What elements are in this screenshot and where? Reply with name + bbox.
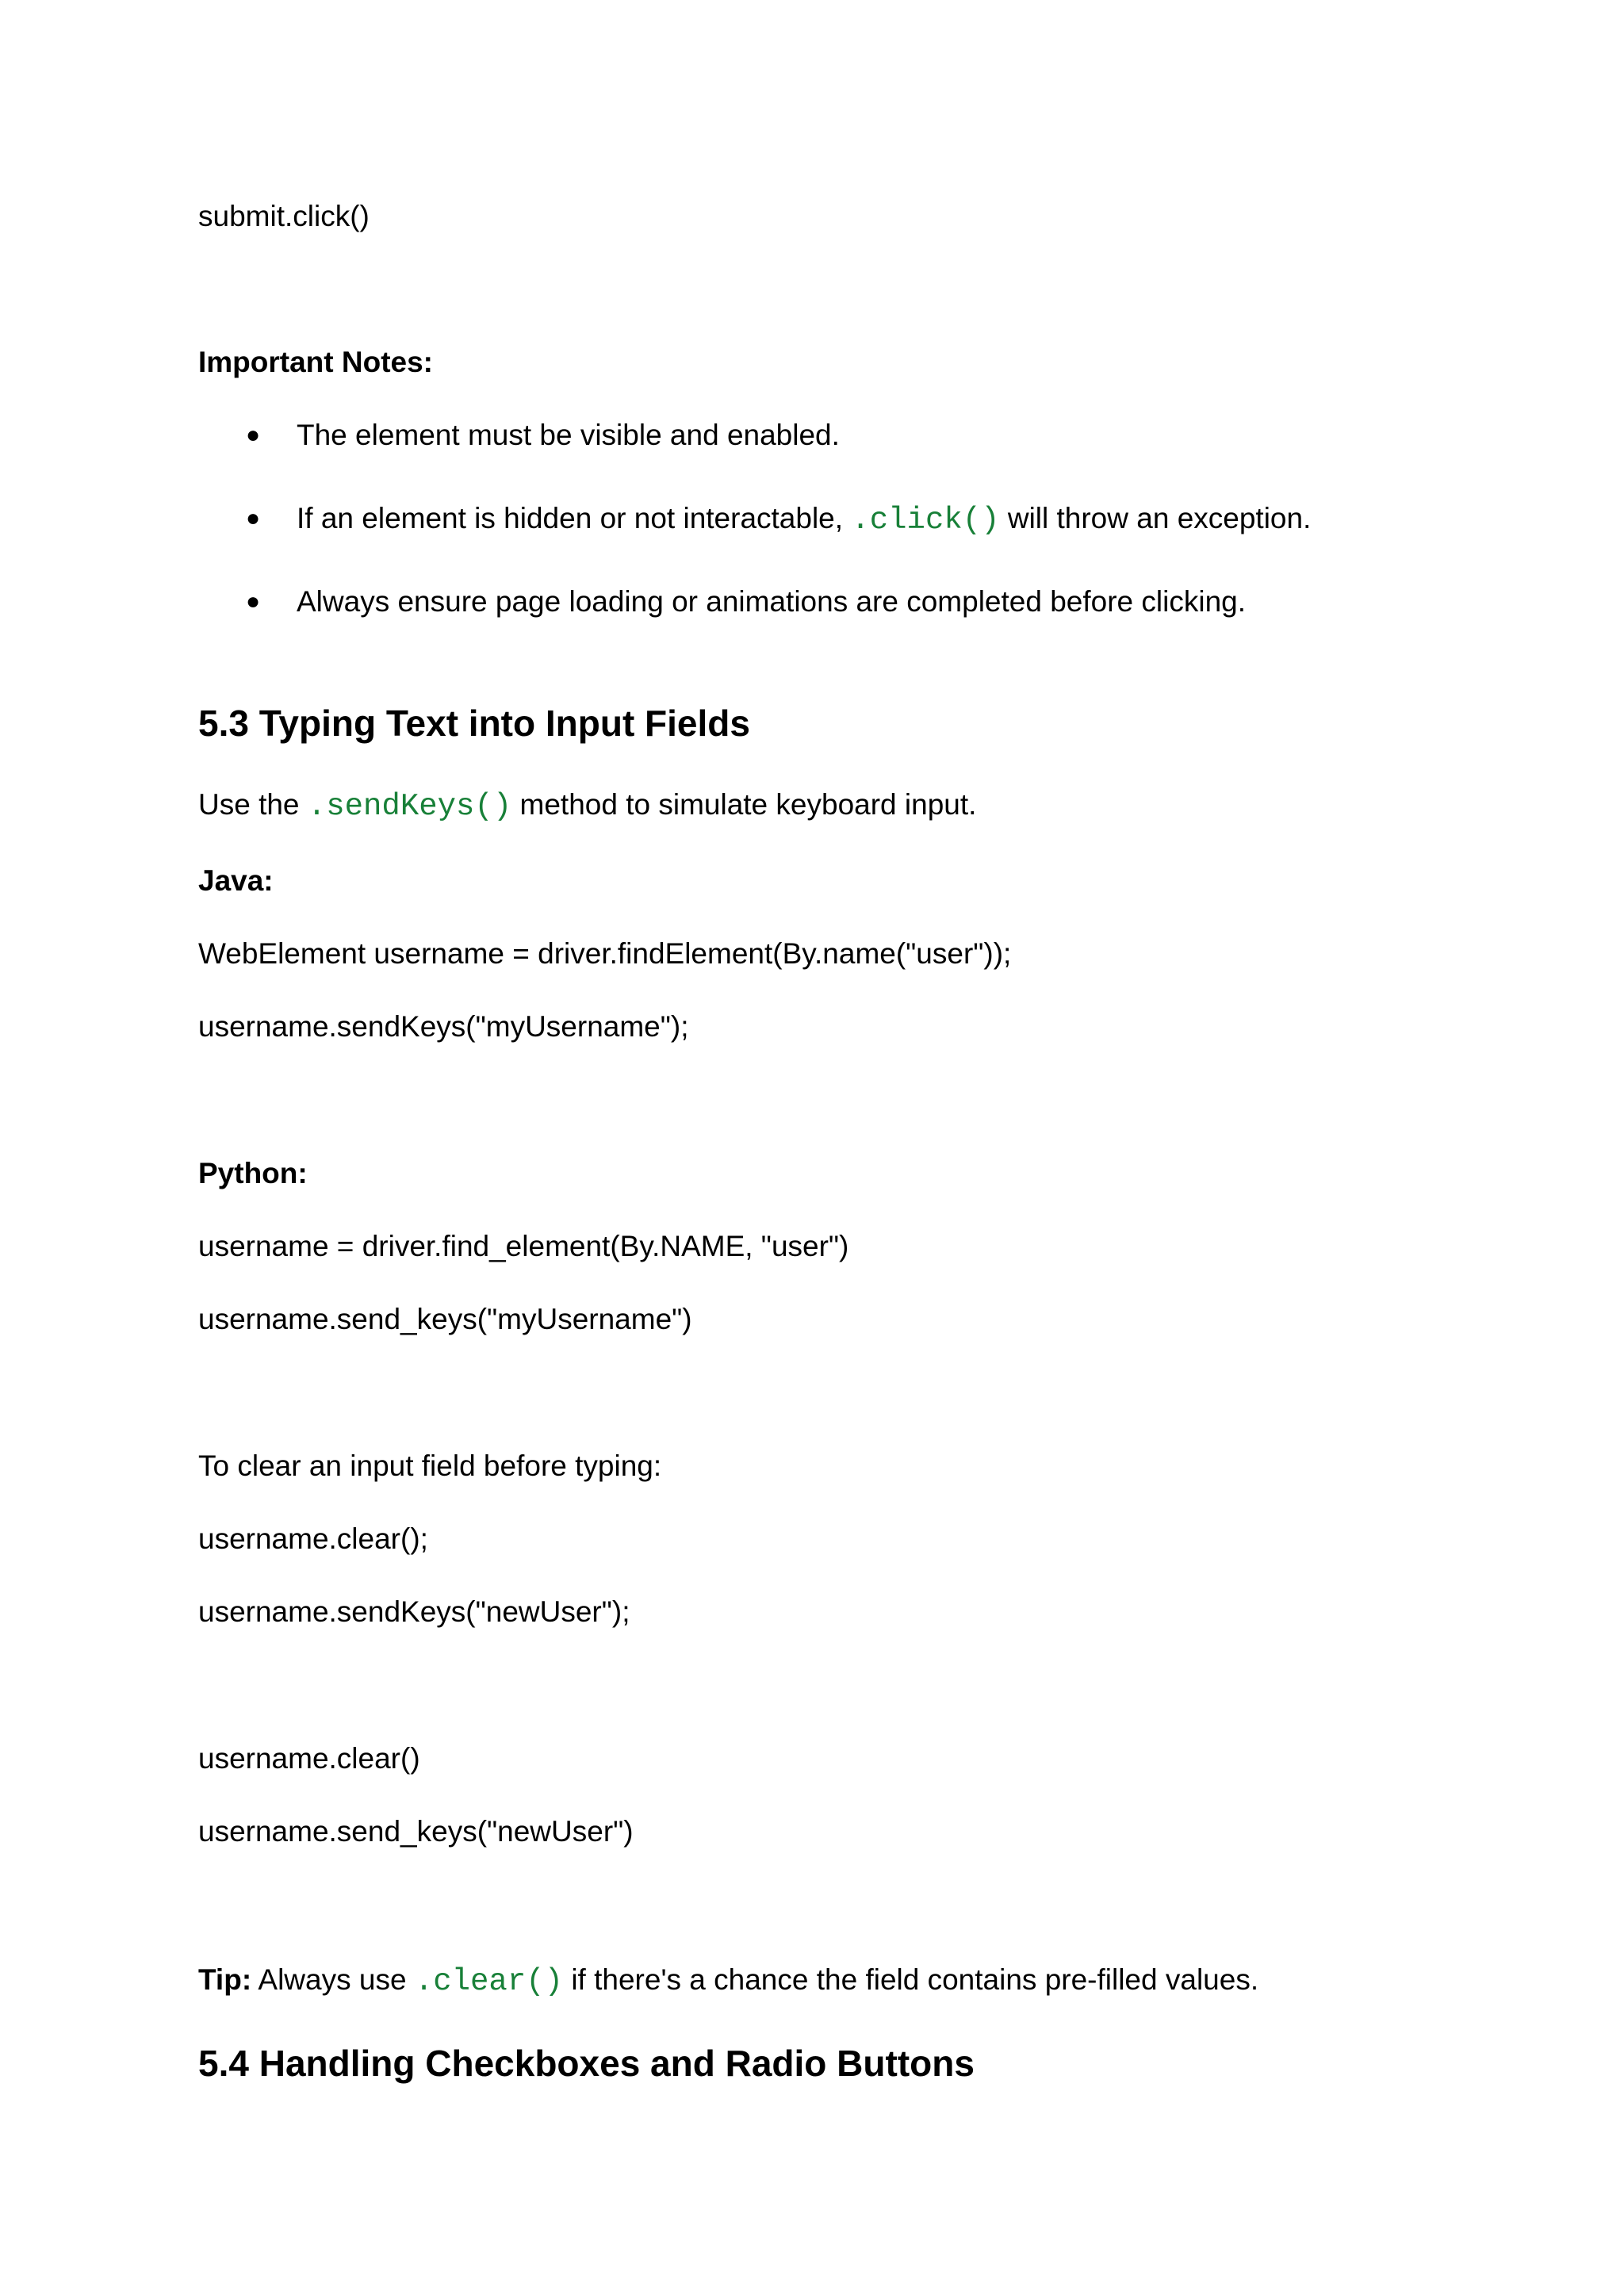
section-heading-5-4: 5.4 Handling Checkboxes and Radio Buttons bbox=[198, 2043, 975, 2084]
code-line-submit-click: submit.click() bbox=[198, 200, 370, 232]
list-item-text-before: If an element is hidden or not interactable, bbox=[297, 502, 844, 534]
intro-text-after: method to simulate keyboard input. bbox=[519, 788, 977, 821]
list-item-text: The element must be visible and enabled. bbox=[297, 419, 840, 451]
clear-intro-text: To clear an input field before typing: bbox=[198, 1450, 662, 1482]
tip-paragraph bbox=[198, 1962, 1258, 2000]
list-item-text bbox=[297, 500, 1311, 538]
intro-paragraph bbox=[198, 787, 976, 825]
list-item-text-after: will throw an exception. bbox=[1007, 502, 1312, 534]
section-heading-5-3: 5.3 Typing Text into Input Fields bbox=[198, 703, 750, 744]
inline-code: .clear() bbox=[414, 1964, 564, 1999]
java-label: Java: bbox=[198, 864, 274, 897]
bullet-icon: ● bbox=[246, 588, 261, 615]
clear-python-line-2: username.send_keys("newUser") bbox=[198, 1815, 634, 1848]
clear-java-line-2: username.sendKeys("newUser"); bbox=[198, 1595, 630, 1628]
bullet-icon: ● bbox=[246, 422, 261, 448]
python-label: Python: bbox=[198, 1157, 308, 1189]
python-code-line-1: username = driver.find_element(By.NAME, "user") bbox=[198, 1230, 849, 1262]
clear-python-line-1: username.clear() bbox=[198, 1742, 420, 1775]
python-code-line-2: username.send_keys("myUsername") bbox=[198, 1303, 692, 1335]
tip-text-before: Always use bbox=[258, 1963, 407, 1996]
java-code-line-2: username.sendKeys("myUsername"); bbox=[198, 1010, 689, 1043]
clear-java-line-1: username.clear(); bbox=[198, 1522, 428, 1555]
important-notes-heading: Important Notes: bbox=[198, 346, 433, 378]
intro-text-before: Use the bbox=[198, 788, 300, 821]
inline-code: .sendKeys() bbox=[307, 789, 512, 824]
tip-label: Tip: bbox=[198, 1963, 252, 1996]
java-code-line-1: WebElement username = driver.findElement(By.name("user")); bbox=[198, 937, 1012, 970]
bullet-icon: ● bbox=[246, 505, 261, 531]
list-item-text: Always ensure page loading or animations are completed before clicking. bbox=[297, 585, 1247, 618]
tip-text-after: if there's a chance the field contains pre-filled values. bbox=[571, 1963, 1259, 1996]
inline-code: .click() bbox=[851, 503, 1000, 538]
